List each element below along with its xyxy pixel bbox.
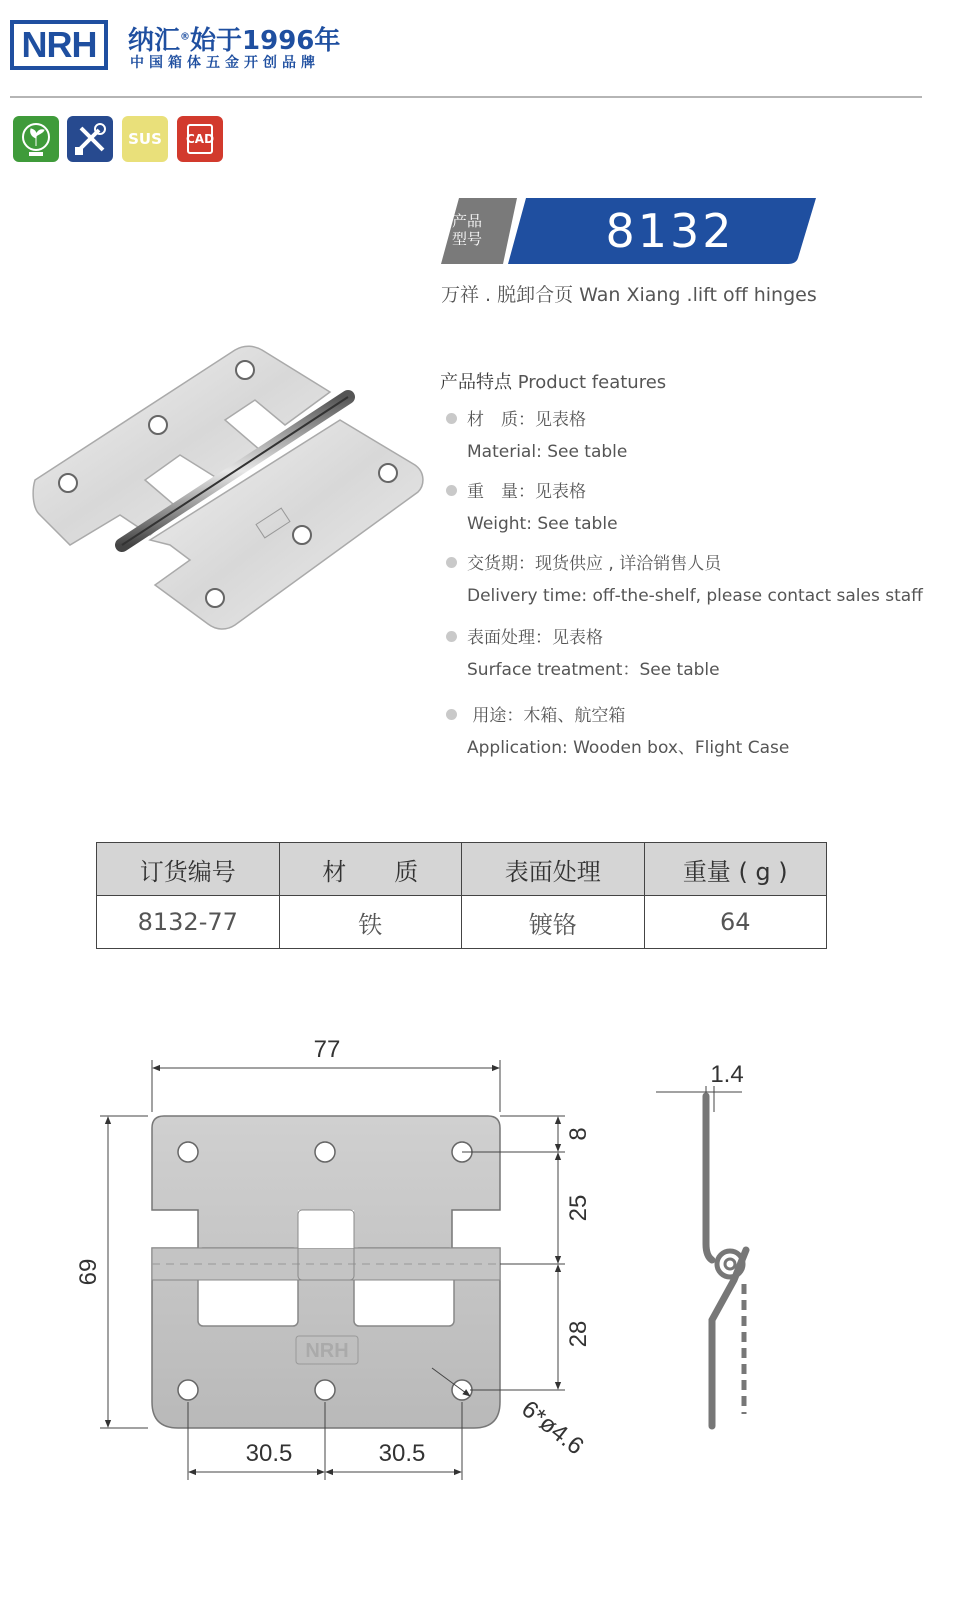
cell-weight: 64 xyxy=(644,896,827,949)
feature-item xyxy=(446,476,618,540)
cad-icon xyxy=(177,116,223,162)
dim-hole-offset: 8 xyxy=(565,1127,592,1141)
cell-material: 铁 xyxy=(279,896,462,949)
cell-order-no: 8132-77 xyxy=(97,896,280,949)
feature-item xyxy=(446,622,720,686)
tools-icon xyxy=(67,116,113,162)
dim-holes: 6*ø4.6 xyxy=(516,1395,589,1461)
eco-leaf-icon xyxy=(13,116,59,162)
table-row xyxy=(97,896,827,949)
table-header-row xyxy=(97,843,827,896)
dim-pitch-right: 30.5 xyxy=(378,1440,426,1467)
spec-table xyxy=(96,842,827,949)
feature-item xyxy=(446,404,627,468)
feature-cn: 交货期：现货供应 , 详洽销售人员 xyxy=(467,554,722,574)
header-divider xyxy=(10,96,922,98)
feature-en: Surface treatment：See table xyxy=(467,660,720,680)
bullet-icon xyxy=(446,709,457,720)
features-title-cn: 产品特点 xyxy=(440,372,512,393)
feature-en: Weight: See table xyxy=(467,514,618,534)
model-tag-line2: 型号 xyxy=(452,230,483,248)
registered-mark: ® xyxy=(180,31,191,43)
product-photo xyxy=(30,340,430,640)
emboss-logo: NRH xyxy=(305,1340,349,1362)
feature-cn: 表面处理：见表格 xyxy=(467,628,603,648)
cell-surface: 镀铬 xyxy=(462,896,645,949)
header-material: 材 质 xyxy=(279,843,462,896)
feature-cn: 用途：木箱、航空箱 xyxy=(467,706,626,726)
feature-item xyxy=(446,548,923,612)
feature-en: Application: Wooden box、Flight Case xyxy=(467,738,790,758)
bullet-icon xyxy=(446,413,457,424)
features-title xyxy=(440,368,666,394)
header-weight: 重量 ( g ) xyxy=(644,843,827,896)
header-surface: 表面处理 xyxy=(462,843,645,896)
dim-pin-to-hole: 28 xyxy=(565,1320,592,1348)
brand-since: 始于1996年 xyxy=(190,26,341,56)
model-number: 8132 xyxy=(605,204,735,258)
brand-name: 纳汇 xyxy=(128,26,181,56)
dim-hole-to-pin: 25 xyxy=(565,1194,592,1222)
dim-width: 77 xyxy=(313,1036,341,1063)
hinge-side-view xyxy=(656,1061,746,1426)
dim-pitch-left: 30.5 xyxy=(245,1440,293,1467)
brand-tagline: 中国箱体五金开创品牌 xyxy=(130,55,320,71)
header-order-no: 订货编号 xyxy=(97,843,280,896)
bullet-icon xyxy=(446,485,457,496)
dim-height: 69 xyxy=(75,1258,102,1286)
features-title-en: Product features xyxy=(517,372,667,393)
feature-cn: 材 质：见表格 xyxy=(467,410,586,430)
feature-en: Material: See table xyxy=(467,442,628,462)
bullet-icon xyxy=(446,557,457,568)
feature-en: Delivery time: off-the-shelf, please contact sales staff xyxy=(467,586,923,606)
feature-cn: 重 量：见表格 xyxy=(467,482,586,502)
bullet-icon xyxy=(446,631,457,642)
feature-item xyxy=(446,700,789,764)
cad-label: CAD xyxy=(185,132,215,146)
sus-label: SUS xyxy=(128,130,162,148)
model-tag-label xyxy=(452,212,482,248)
brand-logo: NRH xyxy=(10,20,108,70)
sus-icon xyxy=(122,116,168,162)
technical-drawing xyxy=(0,1020,960,1500)
model-tag-line1: 产品 xyxy=(452,212,483,230)
product-subtitle: 万祥 . 脱卸合页 Wan Xiang .lift off hinges xyxy=(441,284,817,306)
hinge-front-view xyxy=(152,1116,500,1428)
dim-thickness: 1.4 xyxy=(710,1061,744,1088)
